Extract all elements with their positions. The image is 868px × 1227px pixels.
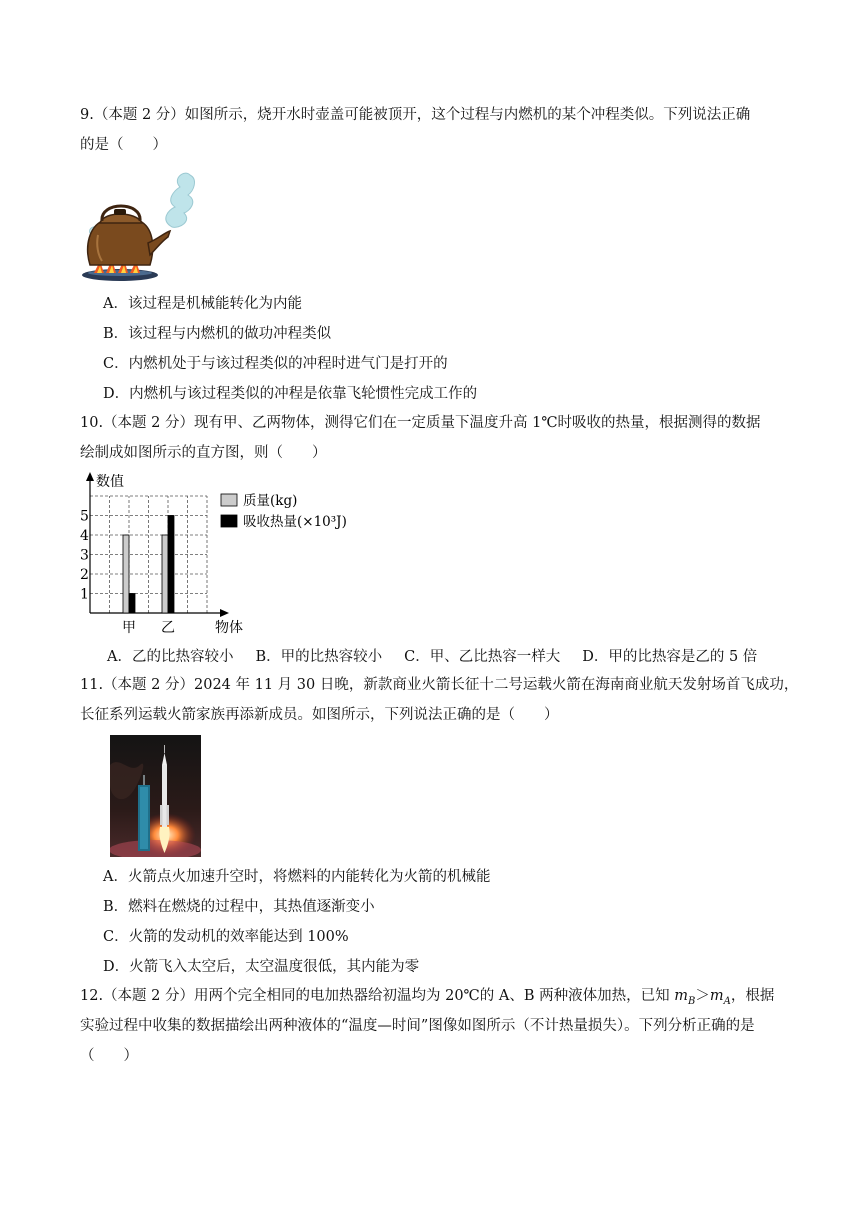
q10-options-row	[107, 647, 757, 667]
q10-option-c: C．甲、乙比热容一样大	[404, 649, 561, 665]
q10-option-d: D．甲的比热容是乙的 5 倍	[582, 649, 758, 665]
q11-option-b: B．燃料在燃烧的过程中，其热值逐渐变小	[103, 899, 375, 915]
bar-heat-yi	[168, 516, 174, 614]
y-tick-label: 1	[80, 586, 89, 603]
q12-stem-line1: 12.（本题 2 分）用两个完全相同的电加热器给初温均为 20℃的 A、B 两种液体加热，已知 $m_B>m_A$，根据	[80, 988, 775, 1007]
y-tick-label: 5	[80, 508, 89, 525]
y-tick-label: 4	[80, 528, 89, 544]
q10-stem-line2: 绘制成如图所示的直方图，则（ ）	[80, 445, 327, 461]
legend-swatch	[221, 494, 237, 506]
x-category-label: 乙	[161, 620, 175, 636]
q10-stem-line1: 10.（本题 2 分）现有甲、乙两物体，测得它们在一定质量下温度升高 1℃时吸收的热量，根据测得的数据	[80, 415, 761, 431]
y-axis-label: 数值	[96, 474, 124, 490]
q10-option-b: B．甲的比热容较小	[255, 649, 383, 665]
x-axis-label: 物体	[215, 620, 243, 636]
q11-stem-line1: 11.（本题 2 分）2024 年 11 月 30 日晚，新款商业火箭长征十二号运载火箭在海南商业航天发射场首飞成功，	[80, 677, 799, 693]
q9-option-d: D．内燃机与该过程类似的冲程是依靠飞轮惯性完成工作的	[103, 386, 478, 402]
q11-option-d: D．火箭飞入太空后，太空温度很低，其内能为零	[103, 959, 420, 975]
q9-option-b: B．该过程与内燃机的做功冲程类似	[103, 326, 332, 342]
y-axis-arrow	[86, 472, 94, 481]
q11-stem-line2: 长征系列运载火箭家族再添新成员。如图所示，下列说法正确的是（ ）	[80, 707, 559, 723]
q9-option-a: A．该过程是机械能转化为内能	[103, 296, 302, 312]
legend-swatch	[221, 515, 237, 527]
legend-label: 吸收热量(×10³J)	[243, 514, 347, 530]
y-tick-label: 2	[80, 567, 89, 583]
q12-stem-line2: 实验过程中收集的数据描绘出两种液体的“温度—时间”图像如图所示（不计热量损失）。下列分析正确的是	[80, 1018, 755, 1034]
q10-option-a: A．乙的比热容较小	[107, 649, 234, 665]
x-axis-arrow	[220, 609, 229, 617]
q9-option-c: C．内燃机处于与该过程类似的冲程时进气门是打开的	[103, 356, 448, 372]
q11-option-a: A．火箭点火加速升空时，将燃料的内能转化为火箭的机械能	[103, 869, 491, 885]
q9-stem-line2: 的是（ ）	[80, 137, 167, 153]
rocket-launch-photo	[110, 735, 201, 857]
q9-stem-line1: 9.（本题 2 分）如图所示，烧开水时壶盖可能被顶开，这个过程与内燃机的某个冲程类似。下列说法正确	[80, 107, 751, 123]
bar-heat-jia	[129, 594, 135, 614]
bar-chart	[70, 468, 370, 643]
legend-label: 质量(kg)	[243, 493, 298, 509]
y-tick-label: 3	[80, 547, 89, 564]
q11-option-c: C．火箭的发动机的效率能达到 100%	[103, 929, 349, 945]
chart-grid	[90, 496, 207, 613]
kettle-illustration	[80, 165, 200, 285]
x-category-label: 甲	[122, 620, 136, 636]
q12-stem-line3: （ ）	[80, 1048, 138, 1064]
bar-mass-yi	[162, 535, 168, 613]
bar-mass-jia	[123, 535, 129, 613]
